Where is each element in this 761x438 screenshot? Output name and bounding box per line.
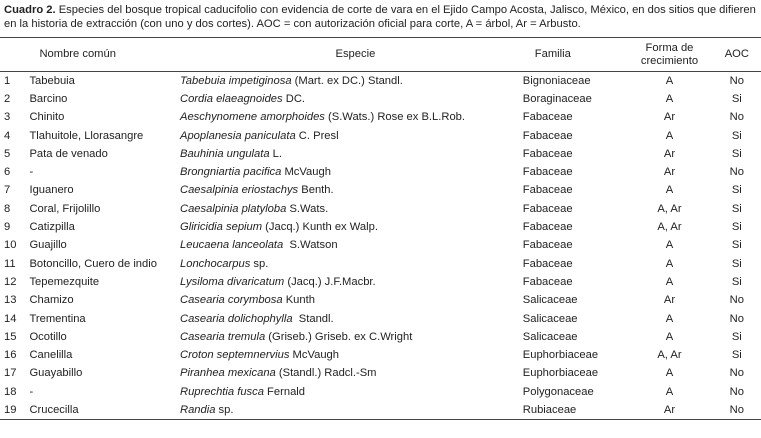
growth-form-cell: A — [665, 74, 674, 87]
species-binomial: Cordia elaeagnoides — [180, 92, 283, 105]
header-family: Familia — [534, 48, 571, 60]
common-name-cell: Trementina — [29, 312, 86, 325]
row-number: 11 — [4, 257, 16, 270]
species-binomial: Casearia corymbosa — [180, 294, 283, 307]
common-name-cell: Crucecilla — [29, 403, 79, 416]
row-number: 17 — [4, 367, 17, 380]
table-row — [0, 181, 761, 199]
row-number: 14 — [4, 312, 17, 325]
common-name-cell: Coral, Frijolillo — [29, 202, 101, 215]
species-authority: S.Watson — [283, 239, 338, 252]
growth-form-cell: A — [665, 385, 674, 398]
species-binomial: Aeschynomene amorphoides — [180, 111, 325, 124]
table-row — [0, 346, 761, 364]
row-number: 13 — [4, 294, 17, 307]
aoc-cell: No — [729, 166, 744, 179]
species-authority: Fernald — [263, 385, 305, 398]
caption-label: Cuadro 2. — [4, 4, 56, 16]
species-authority: Standl. — [292, 312, 334, 325]
common-name-cell: - — [29, 166, 34, 179]
aoc-cell: Si — [731, 129, 742, 142]
table-row — [0, 383, 761, 401]
table-row — [0, 145, 761, 163]
species-binomial: Caesalpinia eriostachys — [180, 184, 299, 197]
family-cell: Fabaceae — [522, 184, 573, 197]
growth-form-cell: A — [665, 129, 674, 142]
row-number: 19 — [4, 403, 17, 416]
species-binomial: Lysiloma divaricatum — [180, 275, 285, 288]
table-row — [0, 200, 761, 218]
row-number: 18 — [4, 385, 17, 398]
common-name-cell: Guajillo — [29, 239, 67, 252]
species-cell — [180, 72, 523, 90]
header-species: Especie — [335, 48, 376, 60]
family-cell: Fabaceae — [522, 257, 573, 270]
species-cell — [180, 181, 523, 199]
species-table — [0, 37, 761, 420]
common-name-cell: Guayabillo — [29, 367, 83, 380]
family-cell: Fabaceae — [522, 221, 573, 234]
growth-form-cell: A — [665, 312, 674, 325]
aoc-cell: Si — [731, 257, 742, 270]
row-number: 1 — [4, 74, 11, 87]
table-row — [0, 126, 761, 144]
family-cell: Euphorbiaceae — [522, 349, 599, 362]
table-row — [0, 72, 761, 90]
row-number: 3 — [4, 111, 11, 124]
species-cell — [180, 254, 523, 272]
family-cell: Salicaceae — [522, 312, 578, 325]
header-aoc: AOC — [724, 48, 749, 60]
row-number: 15 — [4, 330, 17, 343]
table-row — [0, 291, 761, 309]
common-name-cell: Iguanero — [29, 184, 74, 197]
family-cell: Fabaceae — [522, 129, 573, 142]
family-cell: Fabaceae — [522, 239, 573, 252]
growth-form-cell: Ar — [663, 166, 676, 179]
family-cell: Salicaceae — [522, 330, 578, 343]
table-row — [0, 90, 761, 108]
common-name-cell: Canelilla — [29, 349, 73, 362]
family-cell: Euphorbiaceae — [522, 367, 599, 380]
aoc-cell: Si — [731, 92, 742, 105]
family-cell: Fabaceae — [522, 147, 573, 160]
row-number: 12 — [4, 275, 17, 288]
header-common-name: Nombre común — [39, 48, 116, 60]
common-name-cell: Botoncillo, Cuero de indio — [29, 257, 157, 270]
species-authority: C. Presl — [295, 129, 339, 142]
common-name-cell: Tabebuia — [29, 74, 75, 87]
species-authority: Kunth — [282, 294, 315, 307]
table-row — [0, 328, 761, 346]
growth-form-cell: Ar — [663, 147, 676, 160]
growth-form-cell: A, Ar — [657, 202, 682, 215]
species-cell — [180, 346, 523, 364]
species-binomial: Casearia tremula — [180, 330, 266, 343]
species-binomial: Gliricidia sepium — [180, 221, 263, 234]
species-binomial: Tabebuia impetiginosa — [180, 74, 292, 87]
aoc-cell: Si — [731, 221, 742, 234]
species-authority: (Mart. ex DC.) Standl. — [291, 74, 403, 87]
species-binomial: Casearia dolichophylla — [180, 312, 293, 325]
aoc-cell: Si — [731, 147, 742, 160]
family-cell: Fabaceae — [522, 111, 573, 124]
common-name-cell: Tepemezquite — [29, 275, 100, 288]
growth-form-cell: A — [665, 239, 674, 252]
table-row — [0, 401, 761, 419]
species-cell — [180, 273, 523, 291]
header-growth-form: Forma de crecimiento — [640, 41, 699, 67]
growth-form-cell: A — [665, 275, 674, 288]
growth-form-cell: A — [665, 367, 674, 380]
table-caption — [4, 3, 758, 31]
family-cell: Salicaceae — [522, 294, 578, 307]
species-authority: sp. — [250, 257, 269, 270]
species-authority: L. — [269, 147, 283, 160]
table-header — [0, 38, 761, 72]
species-authority: (Griseb.) Griseb. ex C.Wright — [265, 330, 413, 343]
table-row — [0, 254, 761, 272]
aoc-cell: No — [729, 294, 744, 307]
species-binomial: Bauhinia ungulata — [180, 147, 270, 160]
species-binomial: Croton septemnervius — [180, 349, 290, 362]
aoc-cell: No — [729, 385, 744, 398]
family-cell: Bignoniaceae — [522, 74, 591, 87]
aoc-cell: Si — [731, 349, 742, 362]
family-cell: Polygonaceae — [522, 385, 594, 398]
common-name-cell: Chinito — [29, 111, 65, 124]
growth-form-cell: A, Ar — [657, 221, 682, 234]
species-binomial: Lonchocarpus — [180, 257, 251, 270]
species-cell — [180, 200, 523, 218]
species-cell — [180, 291, 523, 309]
caption-text: Especies del bosque tropical caducifolio con evidencia de corte de vara en el Ejido Campo Acosta, Jalisco, México, en dos sitios que difieren en la historia de extracción (con uno y dos cortes). AOC = con autorización oficial para corte, A = árbol, Ar = Arbusto. — [4, 4, 756, 30]
species-authority: S.Wats. — [286, 202, 329, 215]
aoc-cell: Si — [731, 275, 742, 288]
species-authority: Benth. — [298, 184, 334, 197]
table-row — [0, 236, 761, 254]
aoc-cell: No — [729, 367, 744, 380]
species-binomial: Leucaena lanceolata — [180, 239, 284, 252]
row-number: 6 — [4, 166, 11, 179]
species-cell — [180, 218, 523, 236]
growth-form-cell: A — [665, 184, 674, 197]
table-row — [0, 108, 761, 126]
species-cell — [180, 90, 523, 108]
aoc-cell: No — [729, 74, 744, 87]
aoc-cell: Si — [731, 330, 742, 343]
species-cell — [180, 236, 523, 254]
aoc-cell: Si — [731, 239, 742, 252]
common-name-cell: Ocotillo — [29, 330, 67, 343]
species-authority: (Jacq.) J.F.Macbr. — [284, 275, 376, 288]
row-number: 16 — [4, 349, 17, 362]
family-cell: Rubiaceae — [522, 403, 577, 416]
growth-form-cell: A — [665, 330, 674, 343]
aoc-cell: Si — [731, 202, 742, 215]
row-number: 7 — [4, 184, 11, 197]
row-number: 8 — [4, 202, 11, 215]
growth-form-cell: Ar — [663, 294, 676, 307]
table-row — [0, 163, 761, 181]
aoc-cell: No — [729, 312, 744, 325]
growth-form-cell: A, Ar — [657, 349, 682, 362]
species-authority: sp. — [215, 403, 234, 416]
aoc-cell: No — [729, 111, 744, 124]
species-cell — [180, 401, 523, 419]
row-number: 4 — [4, 129, 11, 142]
header-number — [0, 38, 29, 72]
species-binomial: Piranhea mexicana — [180, 367, 276, 380]
common-name-cell: Pata de venado — [29, 147, 108, 160]
growth-form-cell: Ar — [663, 403, 676, 416]
species-cell — [180, 126, 523, 144]
table-row — [0, 218, 761, 236]
species-binomial: Randia — [180, 403, 216, 416]
growth-form-cell: A — [665, 257, 674, 270]
species-cell — [180, 328, 523, 346]
common-name-cell: Barcino — [29, 92, 68, 105]
species-authority: McVaugh — [289, 349, 339, 362]
species-cell — [180, 309, 523, 327]
species-authority: DC. — [282, 92, 306, 105]
species-cell — [180, 364, 523, 382]
family-cell: Boraginaceae — [522, 92, 592, 105]
family-cell: Fabaceae — [522, 166, 573, 179]
header-row — [0, 38, 761, 72]
row-number: 10 — [4, 239, 17, 252]
species-binomial: Apoplanesia paniculata — [180, 129, 296, 142]
row-number: 9 — [4, 221, 11, 234]
common-name-cell: Catizpilla — [29, 221, 75, 234]
species-cell — [180, 163, 523, 181]
species-binomial: Brongniartia pacifica — [180, 166, 282, 179]
aoc-cell: Si — [731, 184, 742, 197]
row-number: 5 — [4, 147, 11, 160]
species-authority: McVaugh — [281, 166, 331, 179]
common-name-cell: - — [29, 385, 34, 398]
species-cell — [180, 108, 523, 126]
growth-form-cell: Ar — [663, 111, 676, 124]
growth-form-cell: A — [665, 92, 674, 105]
family-cell: Fabaceae — [522, 275, 573, 288]
species-authority: (Jacq.) Kunth ex Walp. — [262, 221, 378, 234]
species-authority: (Standl.) Radcl.-Sm — [275, 367, 377, 380]
species-cell — [180, 145, 523, 163]
table-row — [0, 309, 761, 327]
table-row — [0, 273, 761, 291]
species-authority: (S.Wats.) Rose ex B.L.Rob. — [324, 111, 466, 124]
row-number: 2 — [4, 92, 11, 105]
common-name-cell: Tlahuitole, Llorasangre — [29, 129, 144, 142]
table-body — [0, 72, 761, 420]
table-row — [0, 364, 761, 382]
species-binomial: Ruprechtia fusca — [180, 385, 264, 398]
family-cell: Fabaceae — [522, 202, 573, 215]
species-cell — [180, 383, 523, 401]
common-name-cell: Chamizo — [29, 294, 74, 307]
species-binomial: Caesalpinia platyloba — [180, 202, 287, 215]
aoc-cell: No — [729, 403, 744, 416]
